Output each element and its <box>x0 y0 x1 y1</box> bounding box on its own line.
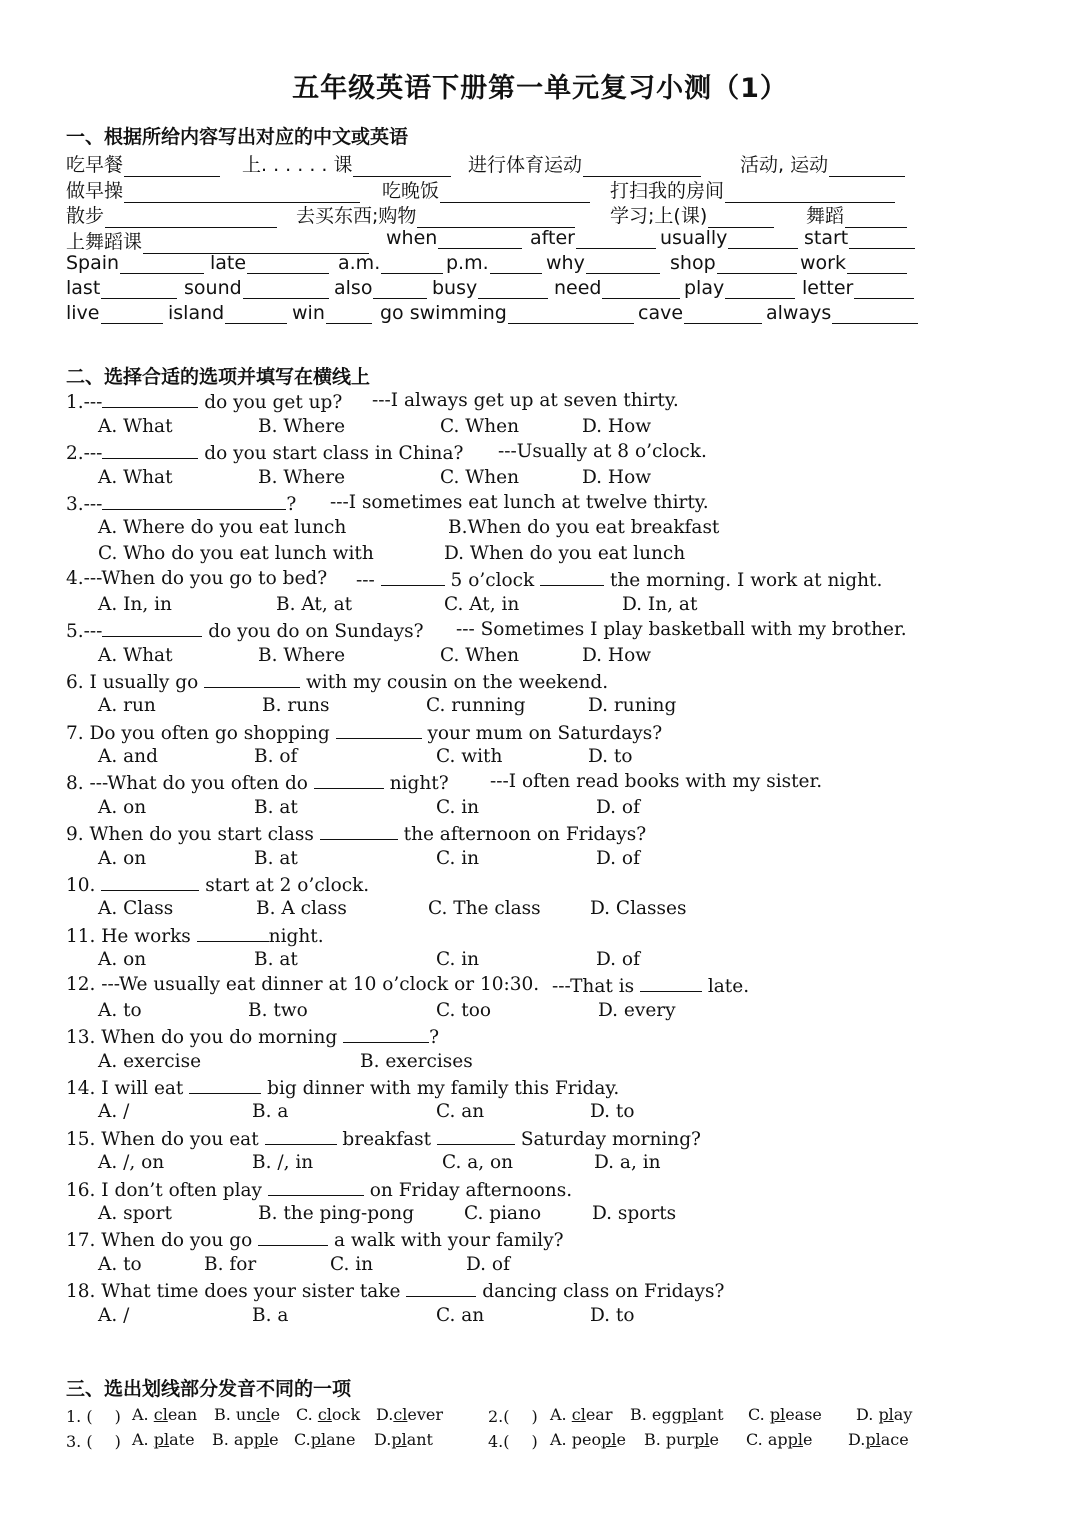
vocab-term: letter <box>802 277 854 299</box>
option-c[interactable]: C. apple <box>746 1430 813 1449</box>
answer-blank[interactable] <box>381 567 445 586</box>
answer-blank[interactable] <box>832 305 918 324</box>
answer-blank[interactable] <box>197 923 269 942</box>
option-d[interactable]: D. every <box>598 1000 676 1021</box>
option-a[interactable]: A. What <box>98 645 173 666</box>
vocab-term: 打扫我的房间 <box>610 180 725 202</box>
answer-blank[interactable] <box>849 230 915 249</box>
question-10 <box>66 872 369 898</box>
question-12 <box>66 973 539 997</box>
option-d[interactable]: D. a, in <box>594 1152 661 1173</box>
option-b[interactable]: B.When do you eat breakfast <box>448 517 720 538</box>
question-text: 5.--- <box>66 621 103 642</box>
question-text: late. <box>701 976 750 997</box>
answer-blank[interactable] <box>508 305 634 324</box>
answer-blank[interactable] <box>258 1227 328 1246</box>
vocab-term: 吃早餐 <box>66 154 124 176</box>
option-b[interactable]: B. A class <box>256 898 347 919</box>
question-reply: ---Usually at 8 o’clock. <box>498 441 707 462</box>
vocab-term: island <box>168 302 225 324</box>
option-b[interactable]: B. Where <box>258 645 346 666</box>
question-text: ---That is <box>552 976 640 997</box>
option-a[interactable]: A. / <box>98 1101 130 1122</box>
question-9 <box>66 821 646 847</box>
option-d[interactable]: D. When do you eat lunch <box>444 543 686 564</box>
option-c[interactable]: C. clock <box>296 1405 361 1424</box>
section2-heading: 二、选择合适的选项并填写在横线上 <box>66 366 371 388</box>
option-a[interactable]: A. plate <box>132 1430 195 1449</box>
option-b[interactable]: B. at <box>254 949 298 970</box>
answer-blank[interactable] <box>478 280 548 299</box>
page-title: 五年级英语下册第一单元复习小测（1） <box>292 73 788 104</box>
question-text: 1.--- <box>66 392 103 413</box>
answer-blank[interactable] <box>243 280 329 299</box>
question-text: on Friday afternoons. <box>363 1180 573 1201</box>
pronunciation-q4 <box>488 1429 538 1453</box>
option-a[interactable]: A. sport <box>98 1203 172 1224</box>
question-text: the afternoon on Fridays? <box>397 824 647 845</box>
option-c[interactable]: C. in <box>436 797 480 818</box>
question-text: 17. When do you go <box>66 1230 259 1251</box>
answer-blank[interactable] <box>343 1024 429 1043</box>
question-text: 5 o’clock <box>444 570 541 591</box>
option-a[interactable]: A. What <box>98 467 173 488</box>
option-b[interactable]: B. for <box>204 1254 257 1275</box>
question-text: 8. ---What do you often do <box>66 773 314 794</box>
option-d[interactable]: D.clever <box>376 1405 444 1424</box>
question-text: night. <box>268 926 324 947</box>
answer-blank[interactable] <box>586 255 660 274</box>
vocab-term: win <box>292 302 325 324</box>
answer-blank[interactable] <box>93 1404 115 1422</box>
option-c[interactable]: C. in <box>436 949 480 970</box>
answer-blank[interactable] <box>124 158 220 177</box>
option-a[interactable]: A. clear <box>550 1405 613 1424</box>
answer-blank[interactable] <box>101 280 177 299</box>
section1-heading: 一、根据所给内容写出对应的中文或英语 <box>66 126 409 148</box>
option-c[interactable]: C. too <box>436 1000 491 1021</box>
option-a[interactable]: A. on <box>98 848 147 869</box>
option-b[interactable]: B. Where <box>258 467 346 488</box>
vocab-term: 散步 <box>66 205 105 227</box>
vocab-term: usually <box>660 227 728 249</box>
answer-blank[interactable] <box>381 255 443 274</box>
answer-blank[interactable] <box>510 1429 532 1447</box>
vocab-term: 进行体育运动 <box>468 154 583 176</box>
answer-blank[interactable] <box>829 158 905 177</box>
option-c[interactable]: C. a, on <box>442 1152 514 1173</box>
vocab-term: 上. . . . . . 课 <box>242 154 353 176</box>
question-text: 10. <box>66 875 102 896</box>
question-text: 11. He works <box>66 926 197 947</box>
question-reply <box>356 567 882 593</box>
answer-blank[interactable] <box>320 821 398 840</box>
question-13 <box>66 1024 439 1050</box>
vocab-term: when <box>386 227 438 249</box>
question-2 <box>66 440 463 466</box>
option-c[interactable]: C. with <box>436 746 503 767</box>
vocab-term: 去买东西;购物 <box>296 205 417 227</box>
question-text: 14. I will eat <box>66 1078 190 1099</box>
vocab-term: 学习;上(课) <box>610 205 708 227</box>
option-d[interactable]: D. of <box>466 1254 510 1275</box>
option-c[interactable]: C. an <box>436 1101 485 1122</box>
answer-blank[interactable] <box>417 209 575 228</box>
answer-blank[interactable] <box>438 230 522 249</box>
vocab-term: after <box>530 227 575 249</box>
question-text: big dinner with my family this Friday. <box>261 1078 620 1099</box>
answer-blank[interactable] <box>437 1126 515 1145</box>
vocab-term: need <box>554 277 602 299</box>
question-11 <box>66 923 324 949</box>
question-text: do you start class in China? <box>198 443 464 464</box>
vocab-term: always <box>766 302 832 324</box>
question-text: your mum on Saturdays? <box>421 723 663 744</box>
option-d[interactable]: D. Classes <box>590 898 687 919</box>
option-a[interactable]: A. /, on <box>98 1152 165 1173</box>
question-text: 2.--- <box>66 443 103 464</box>
answer-blank[interactable] <box>640 973 702 992</box>
answer-blank[interactable] <box>725 280 795 299</box>
answer-blank[interactable] <box>326 305 372 324</box>
vocab-term: late <box>210 252 247 274</box>
question-reply: ---I sometimes eat lunch at twelve thirty. <box>330 492 709 513</box>
option-b[interactable]: B. apple <box>212 1430 279 1449</box>
option-b[interactable]: B. a <box>252 1101 289 1122</box>
question-text: a walk with your family? <box>328 1230 564 1251</box>
answer-blank[interactable] <box>101 305 163 324</box>
question-reply: --- Sometimes I play basketball with my brother. <box>456 619 907 640</box>
answer-blank[interactable] <box>510 1404 532 1422</box>
option-c[interactable]: C. Who do you eat lunch with <box>98 543 374 564</box>
question-4 <box>66 567 327 591</box>
section3-heading: 三、选出划线部分发音不同的一项 <box>66 1378 352 1400</box>
option-c[interactable]: C. When <box>440 645 520 666</box>
option-b[interactable]: B. eggplant <box>630 1405 724 1424</box>
answer-blank[interactable] <box>189 1075 261 1094</box>
answer-blank[interactable] <box>105 209 277 228</box>
question-1 <box>66 389 342 415</box>
answer-blank[interactable] <box>353 158 451 177</box>
question-text: 16. I don’t often play <box>66 1180 268 1201</box>
option-b[interactable]: B. /, in <box>252 1152 314 1173</box>
option-d[interactable]: D. to <box>590 1101 635 1122</box>
option-b[interactable]: B. a <box>252 1305 289 1326</box>
option-c[interactable]: C.plane <box>294 1430 356 1449</box>
option-a[interactable]: A. Where do you eat lunch <box>98 517 347 538</box>
question-text: 13. When do you do morning <box>66 1027 344 1048</box>
vocab-term: 上舞蹈课 <box>66 231 143 253</box>
vocab-term: busy <box>432 277 478 299</box>
option-a[interactable]: A. exercise <box>98 1051 202 1072</box>
option-a[interactable]: A. clean <box>132 1405 198 1424</box>
option-d[interactable]: D. of <box>596 797 640 818</box>
question-text: ? <box>429 1027 439 1048</box>
question-number: ) <box>531 1407 538 1426</box>
answer-blank[interactable] <box>854 280 914 299</box>
vocab-term: go swimming <box>380 302 507 324</box>
option-a[interactable]: A. / <box>98 1305 130 1326</box>
question-6 <box>66 669 608 695</box>
question-14 <box>66 1075 619 1101</box>
option-d[interactable]: D. to <box>590 1305 635 1326</box>
question-text: dancing class on Fridays? <box>476 1281 725 1302</box>
option-d[interactable]: D. In, at <box>622 594 698 615</box>
question-text: 3.--- <box>66 494 103 515</box>
option-a[interactable]: A. and <box>98 746 158 767</box>
pronunciation-q2 <box>488 1404 538 1428</box>
question-text: 6. I usually go <box>66 672 205 693</box>
question-text: --- <box>356 570 375 591</box>
question-number: ) <box>114 1407 121 1426</box>
answer-blank[interactable] <box>102 389 198 408</box>
option-b[interactable]: B. two <box>248 1000 308 1021</box>
question-15 <box>66 1126 701 1152</box>
question-number: 2.( <box>488 1407 510 1426</box>
vocab-term: last <box>66 277 101 299</box>
question-text: Saturday morning? <box>514 1129 701 1150</box>
option-d[interactable]: D. How <box>582 645 652 666</box>
option-a[interactable]: A. What <box>98 416 173 437</box>
option-c[interactable]: C. running <box>426 695 526 716</box>
answer-blank[interactable] <box>102 491 286 510</box>
vocab-term: p.m. <box>446 252 489 274</box>
question-reply: ---I always get up at seven thirty. <box>372 390 679 411</box>
option-d[interactable]: D. How <box>582 416 652 437</box>
answer-blank[interactable] <box>847 255 907 274</box>
answer-blank[interactable] <box>708 209 774 228</box>
option-d[interactable]: D. to <box>588 746 633 767</box>
vocab-term: sound <box>184 277 242 299</box>
option-d[interactable]: D. of <box>596 949 640 970</box>
option-a[interactable]: A. to <box>98 1000 142 1021</box>
option-b[interactable]: B. exercises <box>360 1051 473 1072</box>
option-c[interactable]: C. piano <box>464 1203 542 1224</box>
answer-blank[interactable] <box>717 255 797 274</box>
option-b[interactable]: B. uncle <box>214 1405 281 1424</box>
question-reply: ---I often read books with my sister. <box>490 771 823 792</box>
option-b[interactable]: B. the ping-pong <box>258 1203 415 1224</box>
answer-blank[interactable] <box>406 1278 476 1297</box>
vocab-term: play <box>684 277 725 299</box>
answer-blank[interactable] <box>490 255 542 274</box>
option-c[interactable]: C. The class <box>428 898 541 919</box>
answer-blank[interactable] <box>845 209 907 228</box>
question-17 <box>66 1227 564 1253</box>
question-text: night? <box>383 773 449 794</box>
question-number: 3. ( <box>66 1432 93 1451</box>
answer-blank[interactable] <box>268 1177 364 1196</box>
question-text: start at 2 o’clock. <box>199 875 370 896</box>
answer-blank[interactable] <box>101 872 199 891</box>
option-b[interactable]: B. at <box>254 848 298 869</box>
question-16 <box>66 1177 572 1203</box>
answer-blank[interactable] <box>373 280 427 299</box>
question-text: 15. When do you eat <box>66 1129 265 1150</box>
answer-blank[interactable] <box>540 567 604 586</box>
question-3 <box>66 491 296 517</box>
answer-blank[interactable] <box>204 669 300 688</box>
pronunciation-q3 <box>66 1429 121 1453</box>
option-a[interactable]: A. on <box>98 949 147 970</box>
option-c[interactable]: C. an <box>436 1305 485 1326</box>
answer-blank[interactable] <box>336 720 422 739</box>
vocab-term: 做早操 <box>66 180 124 202</box>
question-text: ? <box>286 494 297 515</box>
question-text: the morning. I work at night. <box>604 570 883 591</box>
answer-blank[interactable] <box>225 305 287 324</box>
option-b[interactable]: B. Where <box>258 416 346 437</box>
answer-blank[interactable] <box>102 618 202 637</box>
answer-blank[interactable] <box>684 305 762 324</box>
vocab-term: work <box>800 252 846 274</box>
question-text: do you do on Sundays? <box>202 621 424 642</box>
question-text: with my cousin on the weekend. <box>300 672 609 693</box>
vocab-term: a.m. <box>338 252 381 274</box>
option-c[interactable]: C. When <box>440 467 520 488</box>
pronunciation-q1 <box>66 1404 121 1428</box>
answer-blank[interactable] <box>247 255 329 274</box>
option-b[interactable]: B. runs <box>262 695 330 716</box>
option-d[interactable]: D. of <box>596 848 640 869</box>
question-text: do you get up? <box>198 392 343 413</box>
question-8 <box>66 770 449 796</box>
option-c[interactable]: C. in <box>330 1254 374 1275</box>
question-number: 1. ( <box>66 1407 93 1426</box>
option-c[interactable]: C. in <box>436 848 480 869</box>
option-a[interactable]: A. In, in <box>98 594 172 615</box>
vocab-term: also <box>334 277 373 299</box>
option-a[interactable]: A. to <box>98 1254 142 1275</box>
option-b[interactable]: B. at <box>254 797 298 818</box>
question-text: 12. ---We usually eat dinner at 10 o’clock or 10:30. <box>66 974 540 995</box>
option-c[interactable]: C. please <box>748 1405 822 1424</box>
answer-blank[interactable] <box>102 440 198 459</box>
option-a[interactable]: A. people <box>550 1430 626 1449</box>
question-18 <box>66 1278 724 1304</box>
vocab-term: shop <box>670 252 716 274</box>
question-text: 7. Do you often go shopping <box>66 723 336 744</box>
option-d[interactable]: D.plant <box>374 1430 433 1449</box>
option-b[interactable]: B. of <box>254 746 298 767</box>
answer-blank[interactable] <box>120 255 204 274</box>
question-number: ) <box>114 1432 121 1451</box>
question-text: 4.---When do you go to bed? <box>66 568 328 589</box>
vocab-term: cave <box>638 302 684 324</box>
answer-blank[interactable] <box>314 770 384 789</box>
option-d[interactable]: D. sports <box>592 1203 677 1224</box>
option-d[interactable]: D.place <box>848 1430 909 1449</box>
answer-blank[interactable] <box>265 1126 337 1145</box>
vocab-term: Spain <box>66 252 120 274</box>
vocab-term: start <box>804 227 849 249</box>
option-a[interactable]: A. run <box>98 695 156 716</box>
question-reply <box>552 973 749 999</box>
answer-blank[interactable] <box>728 230 798 249</box>
option-b[interactable]: B. At, at <box>276 594 353 615</box>
answer-blank[interactable] <box>576 230 656 249</box>
question-text: breakfast <box>336 1129 437 1150</box>
question-5 <box>66 618 424 644</box>
vocab-term: live <box>66 302 100 324</box>
answer-blank[interactable] <box>602 280 680 299</box>
option-c[interactable]: C. At, in <box>444 594 520 615</box>
question-number: ) <box>531 1432 538 1451</box>
option-d[interactable]: D. runing <box>588 695 677 716</box>
question-text: 18. What time does your sister take <box>66 1281 407 1302</box>
option-c[interactable]: C. When <box>440 416 520 437</box>
option-d[interactable]: D. play <box>856 1405 913 1424</box>
question-text: 9. When do you start class <box>66 824 320 845</box>
option-d[interactable]: D. How <box>582 467 652 488</box>
question-7 <box>66 720 662 746</box>
vocab-term: 舞蹈 <box>806 205 845 227</box>
answer-blank[interactable] <box>583 158 701 177</box>
option-b[interactable]: B. purple <box>644 1430 719 1449</box>
vocab-term: why <box>546 252 585 274</box>
option-a[interactable]: A. on <box>98 797 147 818</box>
vocab-term: 吃晚饭 <box>382 180 440 202</box>
question-number: 4.( <box>488 1432 510 1451</box>
vocab-term: 活动, 运动 <box>740 154 829 176</box>
answer-blank[interactable] <box>93 1429 115 1447</box>
option-a[interactable]: A. Class <box>98 898 174 919</box>
